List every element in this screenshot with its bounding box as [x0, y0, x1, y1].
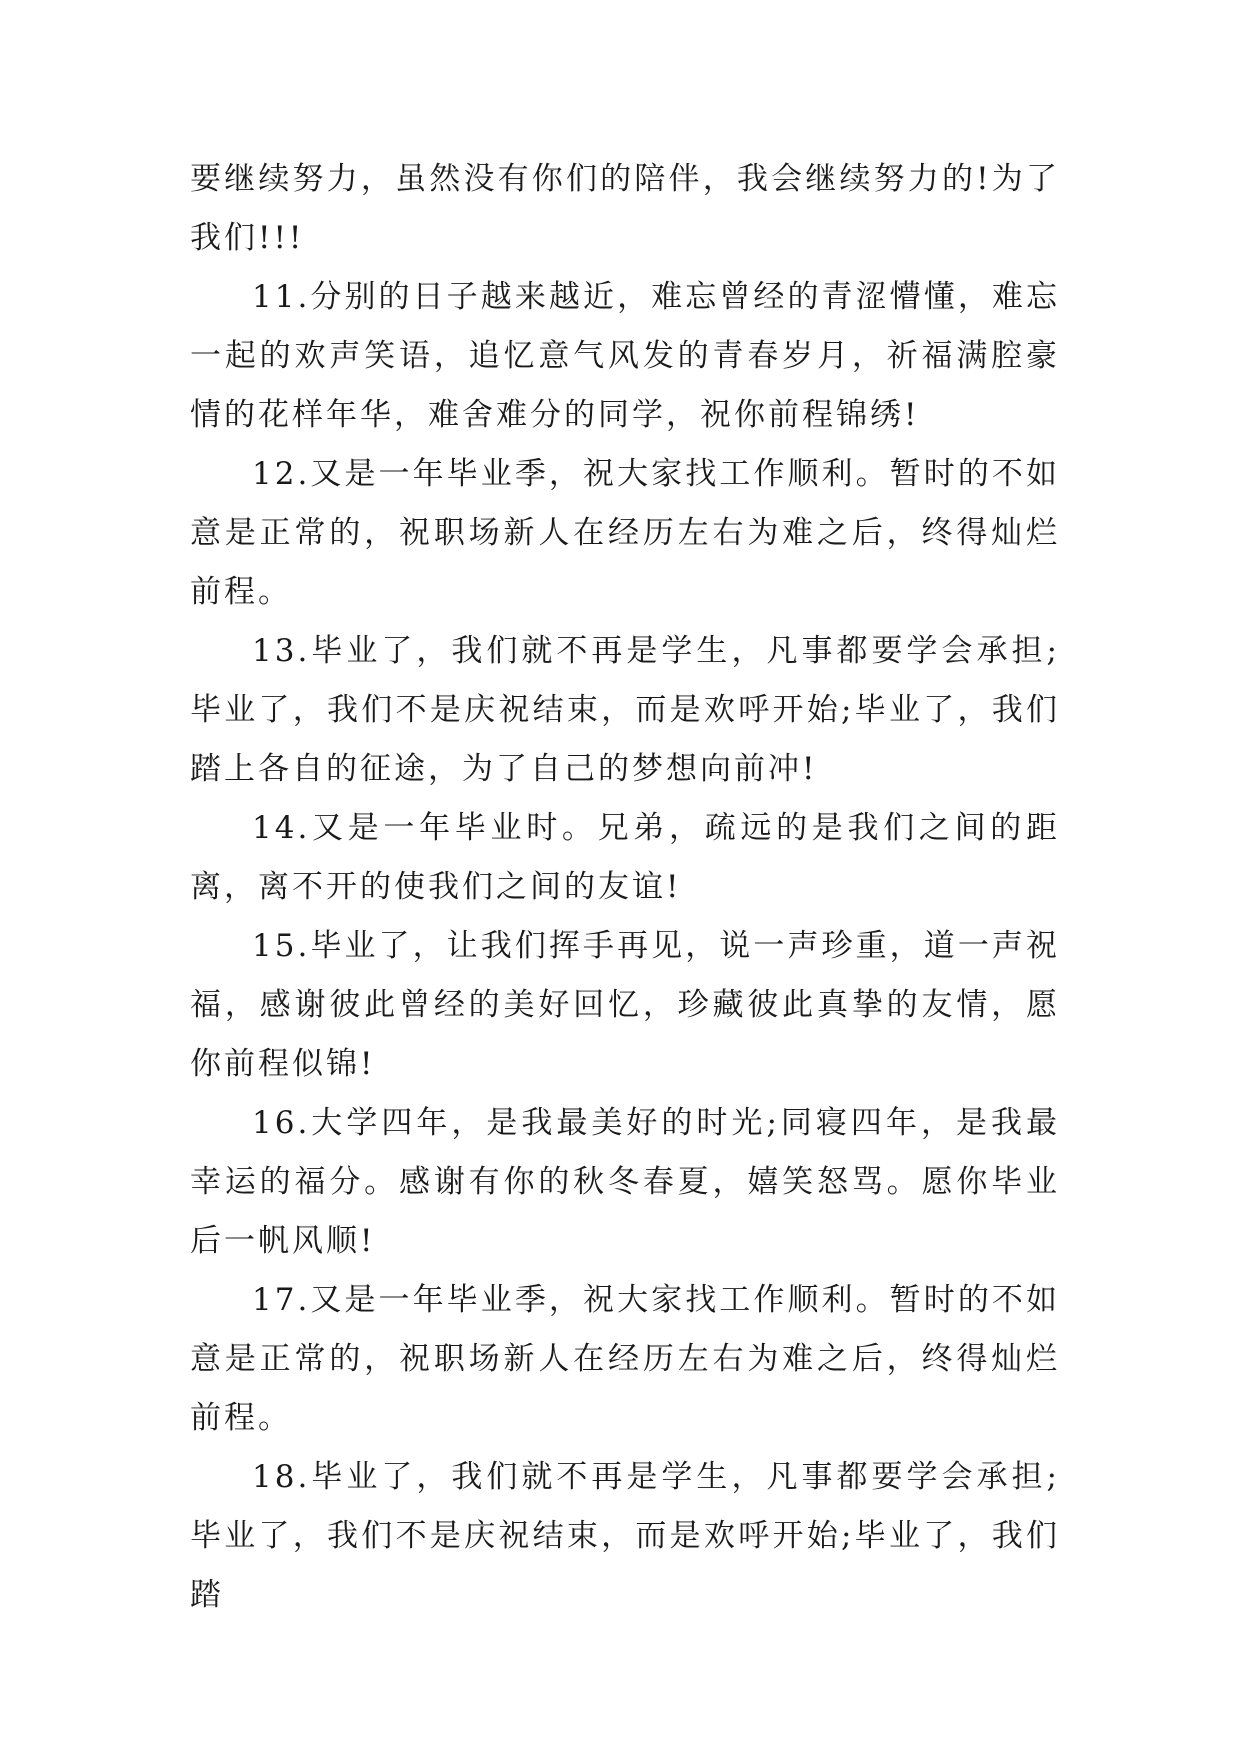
- paragraph-18: 18.毕业了，我们就不再是学生，凡事都要学会承担;毕业了，我们不是庆祝结束，而是欢呼开始;毕业了，我们踏: [190, 1459, 1060, 1613]
- paragraph-continued: 要继续努力，虽然没有你们的陪伴，我会继续努力的!为了我们!!!: [190, 161, 1060, 256]
- paragraph-11: 11.分别的日子越来越近，难忘曾经的青涩懵懂，难忘一起的欢声笑语，追忆意气风发的青春岁月，祈福满腔豪情的花样年华，难舍难分的同学，祝你前程锦绣!: [190, 279, 1060, 433]
- paragraph-13: 13.毕业了，我们就不再是学生，凡事都要学会承担;毕业了，我们不是庆祝结束，而是欢呼开始;毕业了，我们踏上各自的征途，为了自己的梦想向前冲!: [190, 633, 1060, 787]
- paragraph-17: 17.又是一年毕业季，祝大家找工作顺利。暂时的不如意是正常的，祝职场新人在经历左右为难之后，终得灿烂前程。: [190, 1282, 1060, 1436]
- document-body: [190, 150, 1060, 1625]
- paragraph-16: 16.大学四年，是我最美好的时光;同寝四年，是我最幸运的福分。感谢有你的秋冬春夏，嬉笑怒骂。愿你毕业后一帆风顺!: [190, 1105, 1060, 1259]
- paragraph-15: 15.毕业了，让我们挥手再见，说一声珍重，道一声祝福，感谢彼此曾经的美好回忆，珍藏彼此真挚的友情，愿你前程似锦!: [190, 928, 1060, 1082]
- paragraph-12: 12.又是一年毕业季，祝大家找工作顺利。暂时的不如意是正常的，祝职场新人在经历左右为难之后，终得灿烂前程。: [190, 456, 1060, 610]
- paragraph-14: 14.又是一年毕业时。兄弟，疏远的是我们之间的距离，离不开的使我们之间的友谊!: [190, 810, 1060, 905]
